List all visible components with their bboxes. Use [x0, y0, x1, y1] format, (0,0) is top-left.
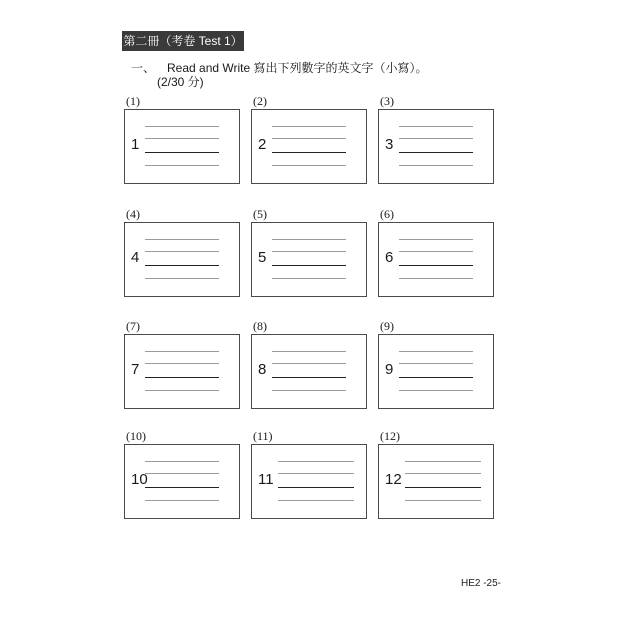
base-line [405, 487, 481, 488]
exercise-item [378, 429, 496, 519]
writing-box[interactable] [124, 444, 240, 519]
item-digit: 5 [258, 249, 267, 266]
item-digit: 12 [385, 471, 402, 488]
base-line [278, 487, 354, 488]
guide-line-bottom [145, 390, 219, 391]
item-digit: 6 [385, 249, 394, 266]
section-header-tag: 第二冊（考卷 Test 1） [122, 31, 244, 51]
item-digit: 4 [131, 249, 140, 266]
guide-line-mid [399, 138, 473, 139]
item-label: (1) [126, 94, 140, 108]
item-label: (10) [126, 429, 146, 443]
writing-box[interactable] [124, 334, 240, 409]
item-digit: 1 [131, 136, 140, 153]
base-line [145, 152, 219, 153]
guide-line-bottom [405, 500, 481, 501]
base-line [272, 152, 346, 153]
base-line [399, 377, 473, 378]
guide-line-bottom [399, 390, 473, 391]
guide-line-top [399, 351, 473, 352]
base-line [399, 152, 473, 153]
exercise-item [124, 429, 242, 519]
item-label: (12) [380, 429, 400, 443]
guide-line-top [278, 461, 354, 462]
item-digit: 11 [258, 471, 274, 488]
item-label: (11) [253, 429, 273, 443]
guide-line-mid [145, 138, 219, 139]
instruction-points: (2/30 分) [157, 75, 204, 89]
guide-line-bottom [278, 500, 354, 501]
item-label: (9) [380, 319, 394, 333]
guide-line-top [405, 461, 481, 462]
item-digit: 10 [131, 471, 148, 488]
guide-line-mid [399, 363, 473, 364]
writing-box[interactable] [124, 222, 240, 297]
item-label: (2) [253, 94, 267, 108]
item-label: (6) [380, 207, 394, 221]
guide-line-bottom [399, 165, 473, 166]
base-line [145, 265, 219, 266]
guide-line-top [399, 126, 473, 127]
writing-box[interactable] [378, 444, 494, 519]
instruction-number: 一、 [131, 61, 156, 75]
exercise-item [124, 207, 242, 297]
item-label: (8) [253, 319, 267, 333]
guide-line-bottom [399, 278, 473, 279]
guide-line-top [145, 239, 219, 240]
guide-line-top [145, 461, 219, 462]
guide-line-top [272, 126, 346, 127]
item-digit: 7 [131, 361, 140, 378]
guide-line-bottom [145, 278, 219, 279]
item-digit: 2 [258, 136, 267, 153]
guide-line-bottom [145, 500, 219, 501]
writing-box[interactable] [378, 334, 494, 409]
instruction-text: Read and Write 寫出下列數字的英文字（小寫）。 [167, 61, 428, 75]
guide-line-bottom [272, 390, 346, 391]
item-label: (3) [380, 94, 394, 108]
guide-line-mid [278, 473, 354, 474]
guide-line-mid [399, 251, 473, 252]
guide-line-bottom [145, 165, 219, 166]
item-digit: 8 [258, 361, 267, 378]
exercise-item [124, 319, 242, 409]
base-line [399, 265, 473, 266]
item-label: (4) [126, 207, 140, 221]
guide-line-top [272, 351, 346, 352]
item-label: (7) [126, 319, 140, 333]
writing-box[interactable] [251, 444, 367, 519]
item-digit: 3 [385, 136, 394, 153]
writing-box[interactable] [251, 334, 367, 409]
base-line [145, 487, 219, 488]
guide-line-mid [145, 473, 219, 474]
base-line [272, 265, 346, 266]
writing-box[interactable] [251, 109, 367, 184]
base-line [145, 377, 219, 378]
guide-line-bottom [272, 278, 346, 279]
guide-line-top [399, 239, 473, 240]
guide-line-top [145, 351, 219, 352]
page-number: HE2 -25- [461, 578, 502, 589]
instruction [131, 61, 501, 89]
exercise-item [124, 94, 242, 184]
guide-line-top [145, 126, 219, 127]
guide-line-mid [145, 363, 219, 364]
guide-line-bottom [272, 165, 346, 166]
writing-box[interactable] [378, 222, 494, 297]
writing-box[interactable] [378, 109, 494, 184]
guide-line-top [272, 239, 346, 240]
writing-box[interactable] [124, 109, 240, 184]
exercise-item [378, 94, 496, 184]
item-label: (5) [253, 207, 267, 221]
writing-box[interactable] [251, 222, 367, 297]
guide-line-mid [272, 363, 346, 364]
guide-line-mid [405, 473, 481, 474]
guide-line-mid [145, 251, 219, 252]
exercise-item [378, 207, 496, 297]
item-digit: 9 [385, 361, 394, 378]
exercise-item [251, 319, 369, 409]
exercise-item [251, 429, 369, 519]
exercise-item [378, 319, 496, 409]
base-line [272, 377, 346, 378]
exercise-item [251, 207, 369, 297]
exercise-item [251, 94, 369, 184]
guide-line-mid [272, 251, 346, 252]
guide-line-mid [272, 138, 346, 139]
